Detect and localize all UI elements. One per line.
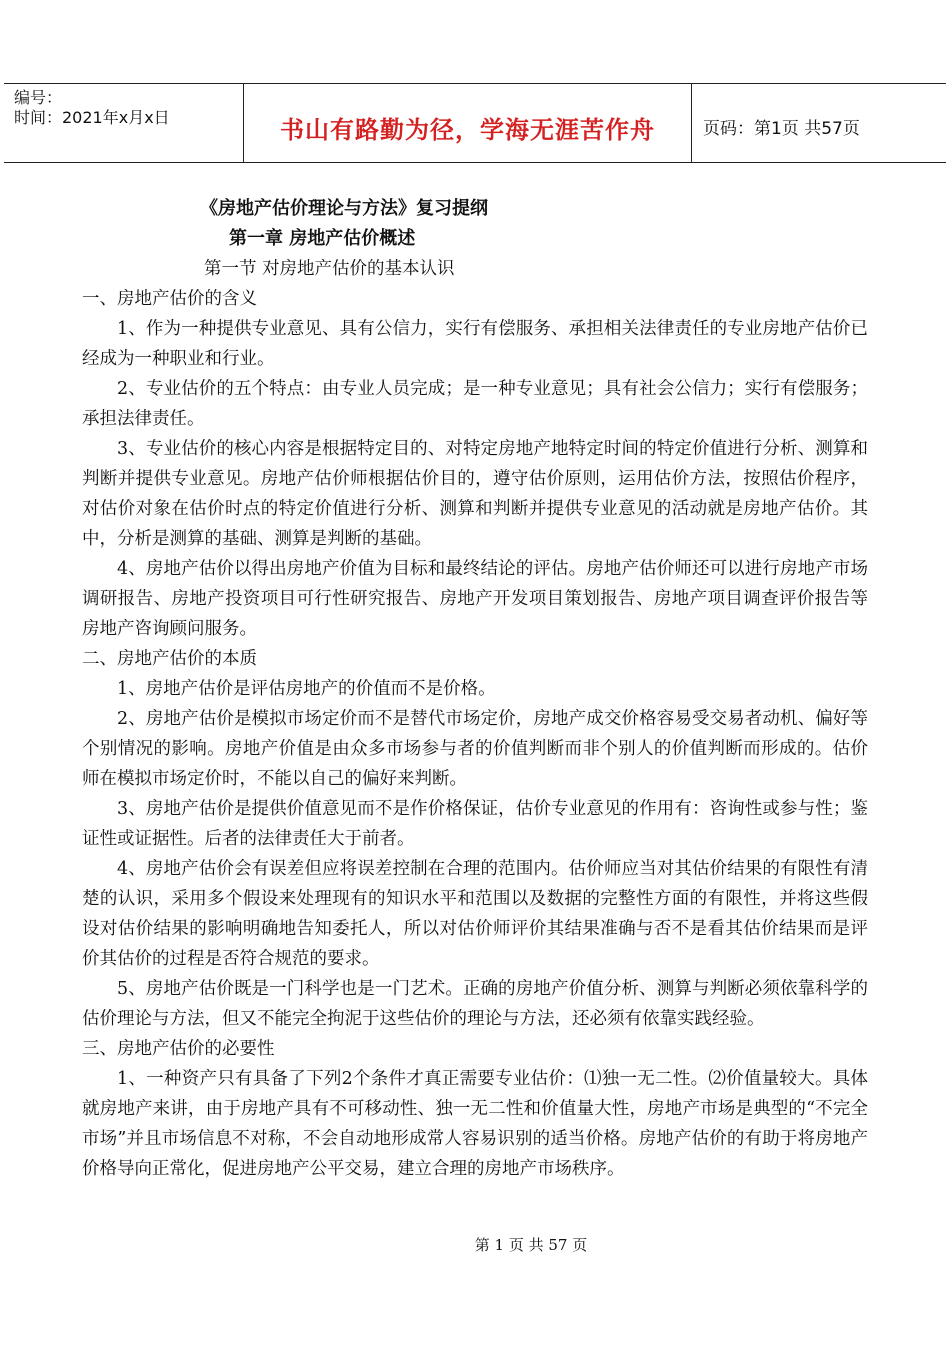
paragraph-10: 1、一种资产只有具备了下列2个条件才真正需要专业估价：⑴独一无二性。⑵价值量较大。具体就房地产来讲，由于房地产具有不可移动性、独一无二性和价值量大性，房地产市场是典型的“不完全市场”并且市场信息不对称，不会自动地形成常人容易识别的适当价格。房地产估价的有助于将房地产价格导向正常化，促进房地产公平交易，建立合理的房地产市场秩序。 bbox=[82, 1069, 868, 1179]
paragraph-4: 4、房地产估价以得出房地产价值为目标和最终结论的评估。房地产估价师还可以进行房地产市场调研报告、房地产投资项目可行性研究报告、房地产开发项目策划报告、房地产项目调查评价报告等房地产咨询顾问服务。 bbox=[82, 559, 868, 639]
chapter-heading: 第一章 房地产估价概述 bbox=[229, 228, 416, 249]
paragraph-6: 2、房地产估价是模拟市场定价而不是替代市场定价，房地产成交价格容易受交易者动机、偏好等个别情况的影响。房地产价值是由众多市场参与者的价值判断而非个别人的价值判断而形成的。估价师在模拟市场定价时，不能以自己的偏好来判断。 bbox=[82, 709, 868, 789]
paragraph-3: 3、专业估价的核心内容是根据特定目的、对特定房地产地特定时间的特定价值进行分析、测算和判断并提供专业意见。房地产估价师根据估价目的，遵守估价原则，运用估价方法，按照估价程序，对估价对象在估价时点的特定价值进行分析、测算和判断并提供专业意见的活动就是房地产估价。其中，分析是测算的基础、测算是判断的基础。 bbox=[82, 439, 868, 549]
paragraph-1: 1、作为一种提供专业意见、具有公信力，实行有偿服务、承担相关法律责任的专业房地产估价已经成为一种职业和行业。 bbox=[82, 319, 868, 369]
paragraph-9: 5、房地产估价既是一门科学也是一门艺术。正确的房地产价值分析、测算与判断必须依靠科学的估价理论与方法，但又不能完全拘泥于这些估价的理论与方法，还必须有依靠实践经验。 bbox=[82, 979, 868, 1029]
document-time-label: 时间：2021年x月x日 bbox=[14, 108, 170, 127]
motto: 书山有路勤为径，学海无涯苦作舟 bbox=[280, 116, 655, 144]
page-footer: 第 1 页 共 57 页 bbox=[474, 1236, 588, 1254]
subheading-3: 三、房地产估价的必要性 bbox=[82, 1039, 275, 1059]
header-table bbox=[4, 83, 946, 163]
paragraph-2: 2、专业估价的五个特点：由专业人员完成；是一种专业意见；具有社会公信力；实行有偿服务；承担法律责任。 bbox=[82, 379, 868, 429]
header-motto-cell bbox=[243, 84, 692, 162]
paragraph-5: 1、房地产估价是评估房地产的价值而不是价格。 bbox=[117, 679, 496, 699]
paragraph-8: 4、房地产估价会有误差但应将误差控制在合理的范围内。估价师应当对其估价结果的有限性有清楚的认识，采用多个假设来处理现有的知识水平和范围以及数据的完整性方面的有限性，并将这些假设对估价结果的影响明确地告知委托人，所以对估价师评价其结果准确与否不是看其估价结果而是评价其估价的过程是否符合规范的要求。 bbox=[82, 859, 868, 969]
subheading-2: 二、房地产估价的本质 bbox=[82, 649, 257, 669]
document-title: 《房地产估价理论与方法》复习提纲 bbox=[200, 198, 488, 219]
header-meta-cell bbox=[4, 84, 242, 162]
header-page-cell bbox=[691, 84, 946, 162]
header-page-info: 页码：第1页 共57页 bbox=[703, 119, 860, 139]
paragraph-7: 3、房地产估价是提供价值意见而不是作价格保证，估价专业意见的作用有：咨询性或参与性；鉴证性或证据性。后者的法律责任大于前者。 bbox=[82, 799, 868, 849]
section-heading: 第一节 对房地产估价的基本认识 bbox=[204, 259, 455, 279]
document-number-label: 编号： bbox=[14, 88, 63, 107]
document-body bbox=[82, 194, 868, 1184]
subheading-1: 一、房地产估价的含义 bbox=[82, 289, 257, 309]
